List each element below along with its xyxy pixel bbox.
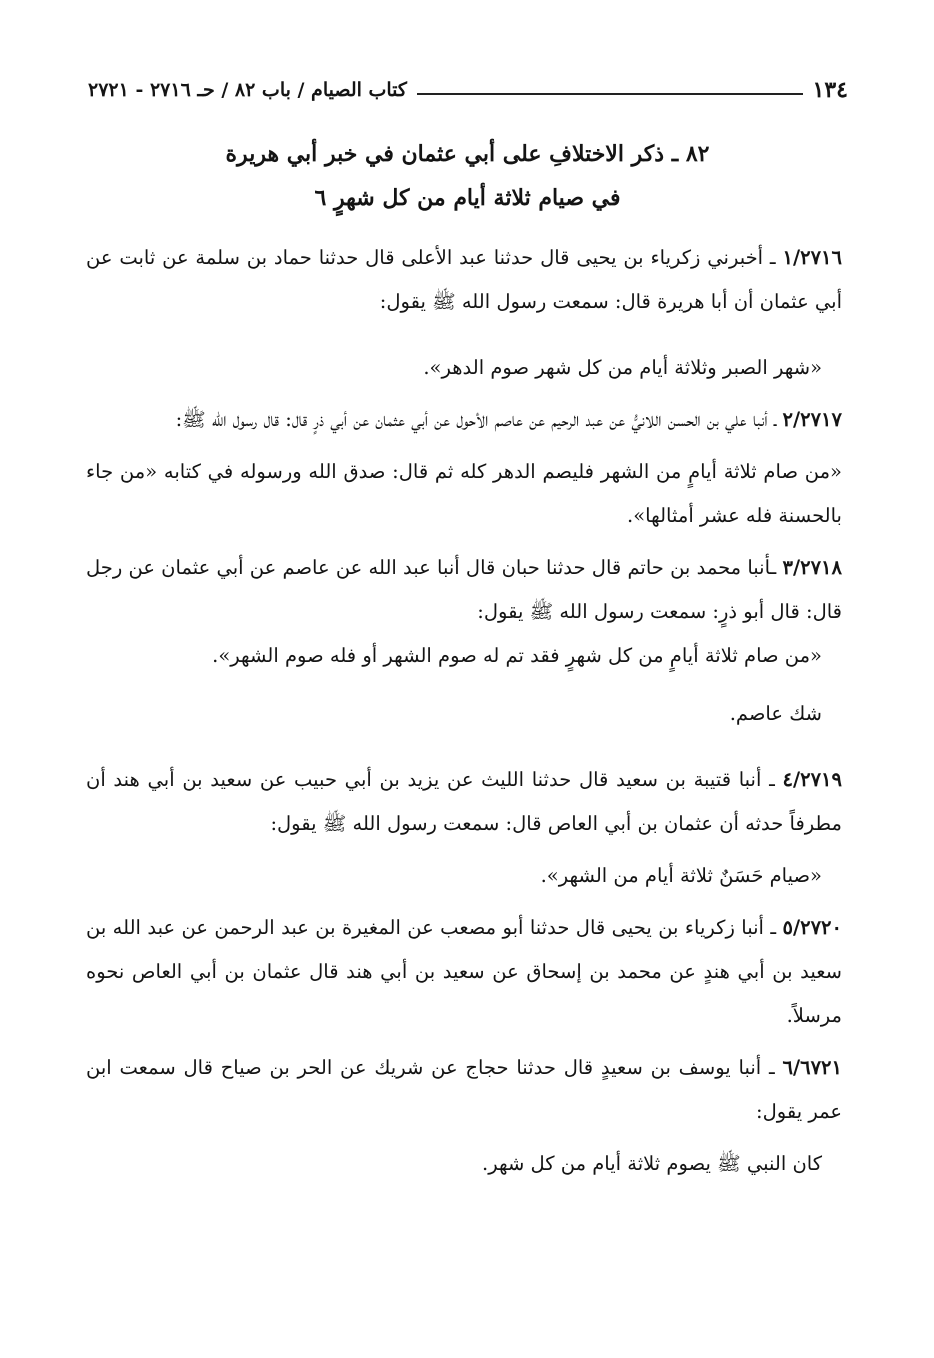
hadith-number: ٣/٢٧١٨ — [782, 556, 842, 579]
hadith-chain: ـ أنبا يوسف بن سعيدٍ قال حدثنا حجاج عن شريك عن الحر بن صياح قال سمعت ابن عمر يقول: — [86, 1056, 842, 1123]
hadith-2717 — [86, 398, 842, 442]
hadith-quote: «صيام حَسَنٌ ثلاثة أيام من الشهر». — [540, 864, 822, 887]
hadith-number: ١/٢٧١٦ — [782, 246, 842, 269]
chapter-title-line-1: ٨٢ ـ ذكر الاختلافِ على أبي عثمان في خبر أبي هريرة — [225, 141, 710, 167]
running-title: كتاب الصيام / باب ٨٢ / حـ ٢٧١٦ - ٢٧٢١ — [88, 79, 407, 101]
hadith-number: ٤/٢٧١٩ — [782, 768, 842, 791]
hadith-2716 — [86, 236, 842, 324]
hadith-chain: ـ أنبا زكرياء بن يحيى قال حدثنا أبو مصعب عن المغيرة بن عبد الرحمن عن عبد الله بن سعيد بن أبي هندٍ عن محمد بن إسحاق عن سعيد بن أبي هند قال عثمان بن أبي العاص نحوه مرسلاً. — [86, 916, 842, 1027]
chapter-title-line-2: في صيام ثلاثة أيام من كل شهرٍ ٦ — [314, 185, 621, 211]
hadith-2718 — [86, 546, 842, 634]
hadith-chain: ـ أخبرني زكرياء بن يحيى قال حدثنا عبد الأعلى قال حدثنا حماد بن سلمة عن ثابت عن أبي عثمان أن أبا هريرة قال: سمعت رسول الله ﷺ يقول: — [86, 246, 842, 313]
hadith-2720 — [86, 906, 842, 1038]
hadith-quote: «شهر الصبر وثلاثة أيام من كل شهر صوم الدهر». — [423, 356, 822, 379]
hadith-quote: «من صام ثلاثة أيامٍ من الشهر فليصم الدهر كله ثم قال: صدق الله ورسوله في كتابه «من جاء بالحسنة فله عشر أمثالها». — [86, 460, 842, 527]
body-text — [86, 236, 842, 1186]
hadith-chain: ـأنبا محمد بن حاتم قال حدثنا حبان قال أنبا عبد الله عن عاصم عن أبي عثمان عن رجل قال: قال أبو ذرٍ: سمعت رسول الله ﷺ يقول: — [86, 556, 842, 623]
hadith-chain: ـ أنبا قتيبة بن سعيد قال حدثنا الليث عن يزيد بن أبي حبيب عن سعيد بن أبي هند أن مطرفاً حدثه أن عثمان بن أبي العاص قال: سمعت رسول الله ﷺ يقول: — [86, 768, 842, 835]
hadith-chain: ـ أنبا علي بن الحسن اللانيُّ عن عبد الرحيم عن عاصم الأحول عن أبي عثمان عن أبي ذرٍ قال: قال رسول الله ﷺ: — [175, 408, 783, 431]
hadith-2719 — [86, 758, 842, 846]
hadith-quote: «من صام ثلاثة أيامٍ من كل شهرٍ فقد تم له صوم الشهر أو فله صوم الشهر». — [212, 644, 822, 667]
hadith-2721 — [86, 1046, 842, 1134]
header-rule — [417, 93, 803, 95]
hadith-number: ٢/٢٧١٧ — [782, 408, 842, 431]
chapter-heading — [90, 132, 845, 220]
page-number: ١٣٤ — [812, 77, 848, 103]
hadith-number: ٦/٦٧٢١ — [782, 1056, 842, 1079]
running-header — [88, 72, 848, 108]
hadith-quote: كان النبي ﷺ يصوم ثلاثة أيام من كل شهر. — [482, 1152, 822, 1175]
narrator-note: شك عاصم. — [729, 702, 822, 725]
hadith-number: ٥/٢٧٢٠ — [782, 916, 842, 939]
